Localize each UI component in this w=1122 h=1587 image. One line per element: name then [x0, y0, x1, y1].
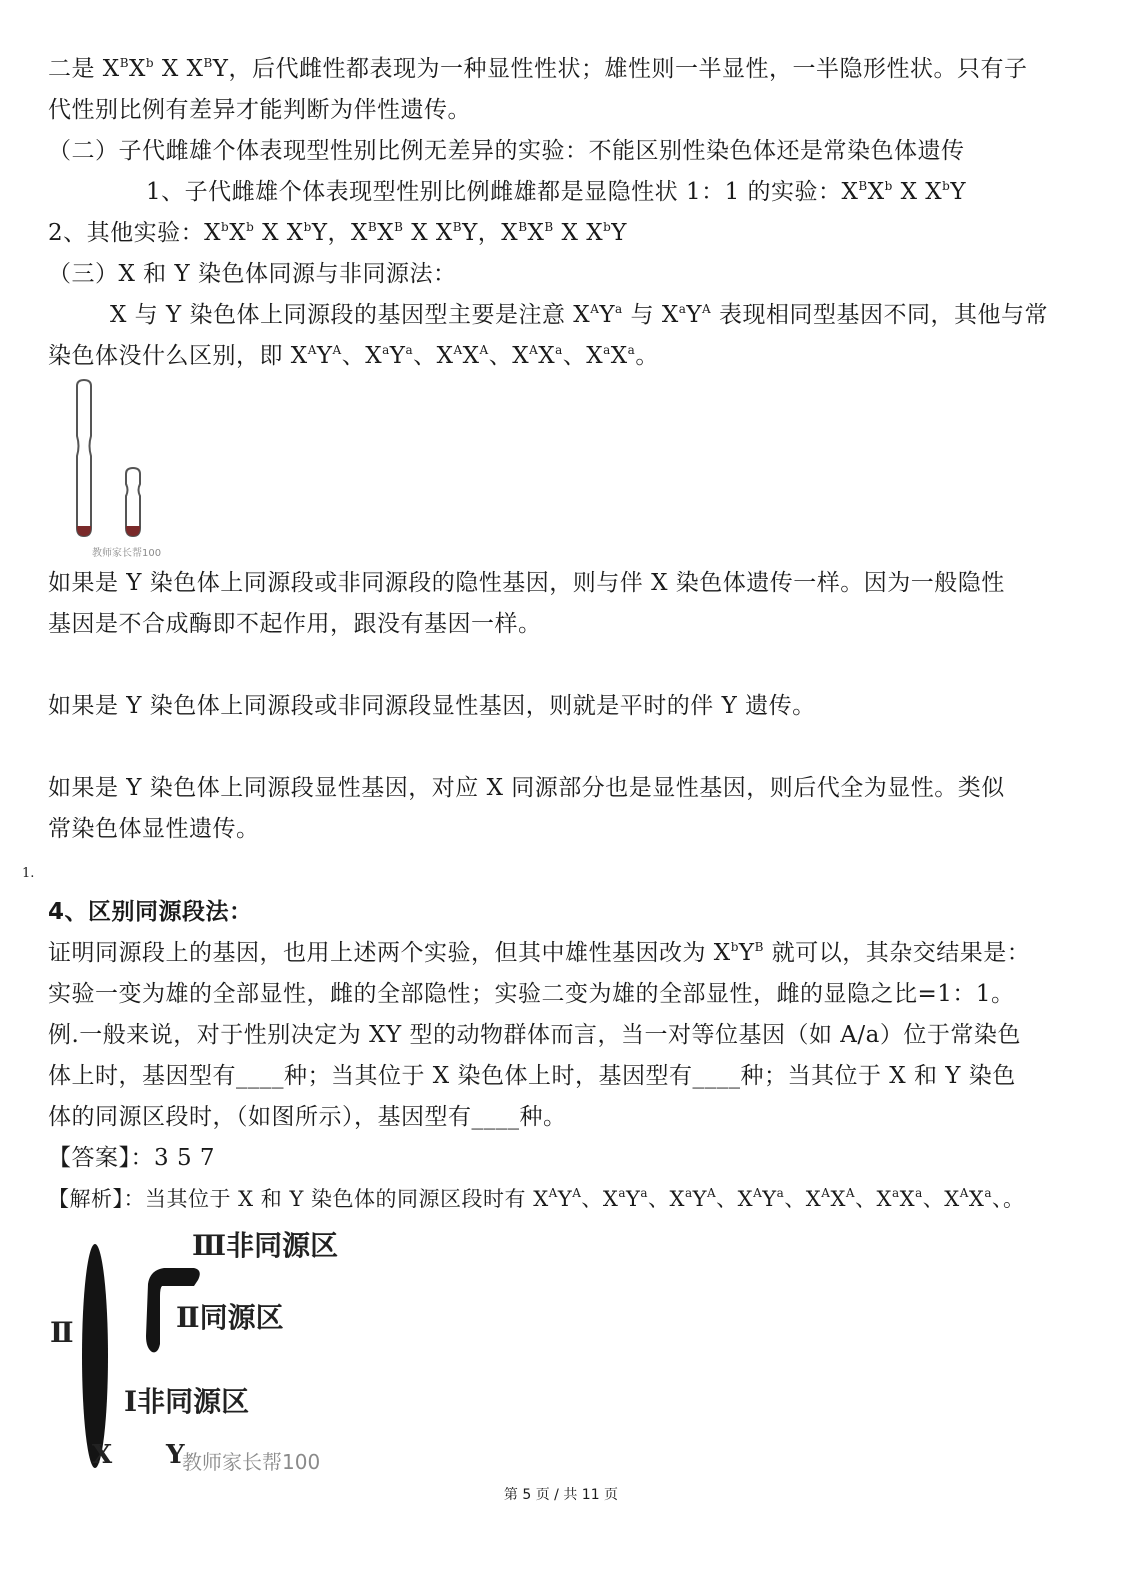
y-chromosome [126, 468, 140, 536]
text-line-12: 如果是 Y 染色体上同源段显性基因，对应 X 同源部分也是显性基因，则后代全为显性。类似 [48, 775, 1005, 801]
text-line-14: 证明同源段上的基因，也用上述两个实验，但其中雄性基因改为 $X^bY^B$ 就可以，其杂交结果是： [48, 940, 1031, 966]
section-heading-2: （二）子代雌雄个体表现型性别比例无差异的实验：不能区别性染色体还是常染色体遗传 [48, 138, 965, 164]
text-line-13: 常染色体显性遗传。 [48, 816, 260, 842]
figure2-watermark: 教师家长帮100 [182, 1450, 321, 1474]
region-ii-label: Ⅱ同源区 [176, 1301, 284, 1334]
text-line-9: 如果是 Y 染色体上同源段或非同源段的隐性基因，则与伴 X 染色体遗传一样。因为一般隐性 [48, 570, 1005, 596]
x-chromosome-shape [82, 1244, 108, 1468]
section-heading-3: （三）X 和 Y 染色体同源与非同源法： [48, 261, 457, 287]
x-label: X [92, 1440, 113, 1470]
page-footer: 第 5 页 / 共 11 页 [503, 1487, 619, 1503]
text-line-5: 2、其他实验：$X^bX^b$ X $X^bY$，$X^BX^B$ X $X^BY$，$X^BX^B$ X $X^bY$ [48, 220, 627, 246]
text-line-11: 如果是 Y 染色体上同源段或非同源段显性基因，则就是平时的伴 Y 遗传。 [48, 693, 816, 719]
x-chromosome [77, 380, 91, 536]
region-i-label: Ⅰ非同源区 [124, 1385, 250, 1418]
example-line-1: 例.一般来说，对于性别决定为 XY 型的动物群体而言，当一对等位基因（如 A/a）位于常染色 [48, 1022, 1021, 1048]
text-line-4: 1、子代雌雄个体表现型性别比例雌雄都是显隐性状 1：1 的实验：$X^BX^b$ X $X^bY$ [146, 179, 967, 205]
analysis-line: 【解析】：当其位于 X 和 Y 染色体的同源区段时有 $X^AY^A$、$X^aY^a$、$X^aY^A$、$X^AY^a$、$X^AX^A$、$X^aX^a$、$X^AX^a$、。 [48, 1186, 1025, 1211]
text-line-8: 染色体没什么区别，即 $X^AY^A$、$X^aY^a$、$X^AX^A$、$X^AX^a$、$X^aX^a$。 [48, 343, 659, 369]
section-heading-4: 4、区别同源段法： [48, 899, 253, 925]
figure1-watermark: 教师家长帮100 [92, 548, 162, 559]
region-iii-label: Ⅲ非同源区 [192, 1229, 339, 1262]
text-line-7: X 与 Y 染色体上同源段的基因型主要是注意 $X^AY^a$ 与 $X^aY^A$ 表现相同型基因不同，其他与常 [110, 302, 1049, 328]
region-ii-side-label: Ⅱ [50, 1316, 74, 1349]
text-line-1: 二是 $X^BX^b$ X $X^BY$，后代雌性都表现为一种显性性状；雄性则一半显性，一半隐形性状。只有子 [48, 56, 1028, 82]
text-line-2: 代性别比例有差异才能判断为伴性遗传。 [48, 97, 471, 123]
chromosome-figure [60, 378, 180, 563]
example-line-2: 体上时，基因型有____种；当其位于 X 染色体上时，基因型有____种；当其位于 X 和 Y 染色 [48, 1063, 1016, 1089]
answer-line: 【答案】：3 5 7 [48, 1145, 216, 1171]
text-line-15: 实验一变为雄的全部显性，雌的全部隐性；实验二变为雄的全部显性，雌的显隐之比=1：1。 [48, 981, 1015, 1007]
example-line-3: 体的同源区段时，（如图所示），基因型有____种。 [48, 1104, 567, 1130]
list-number: 1. [22, 866, 35, 881]
y-label: Y [166, 1440, 185, 1470]
text-line-10: 基因是不合成酶即不起作用，跟没有基因一样。 [48, 611, 542, 637]
